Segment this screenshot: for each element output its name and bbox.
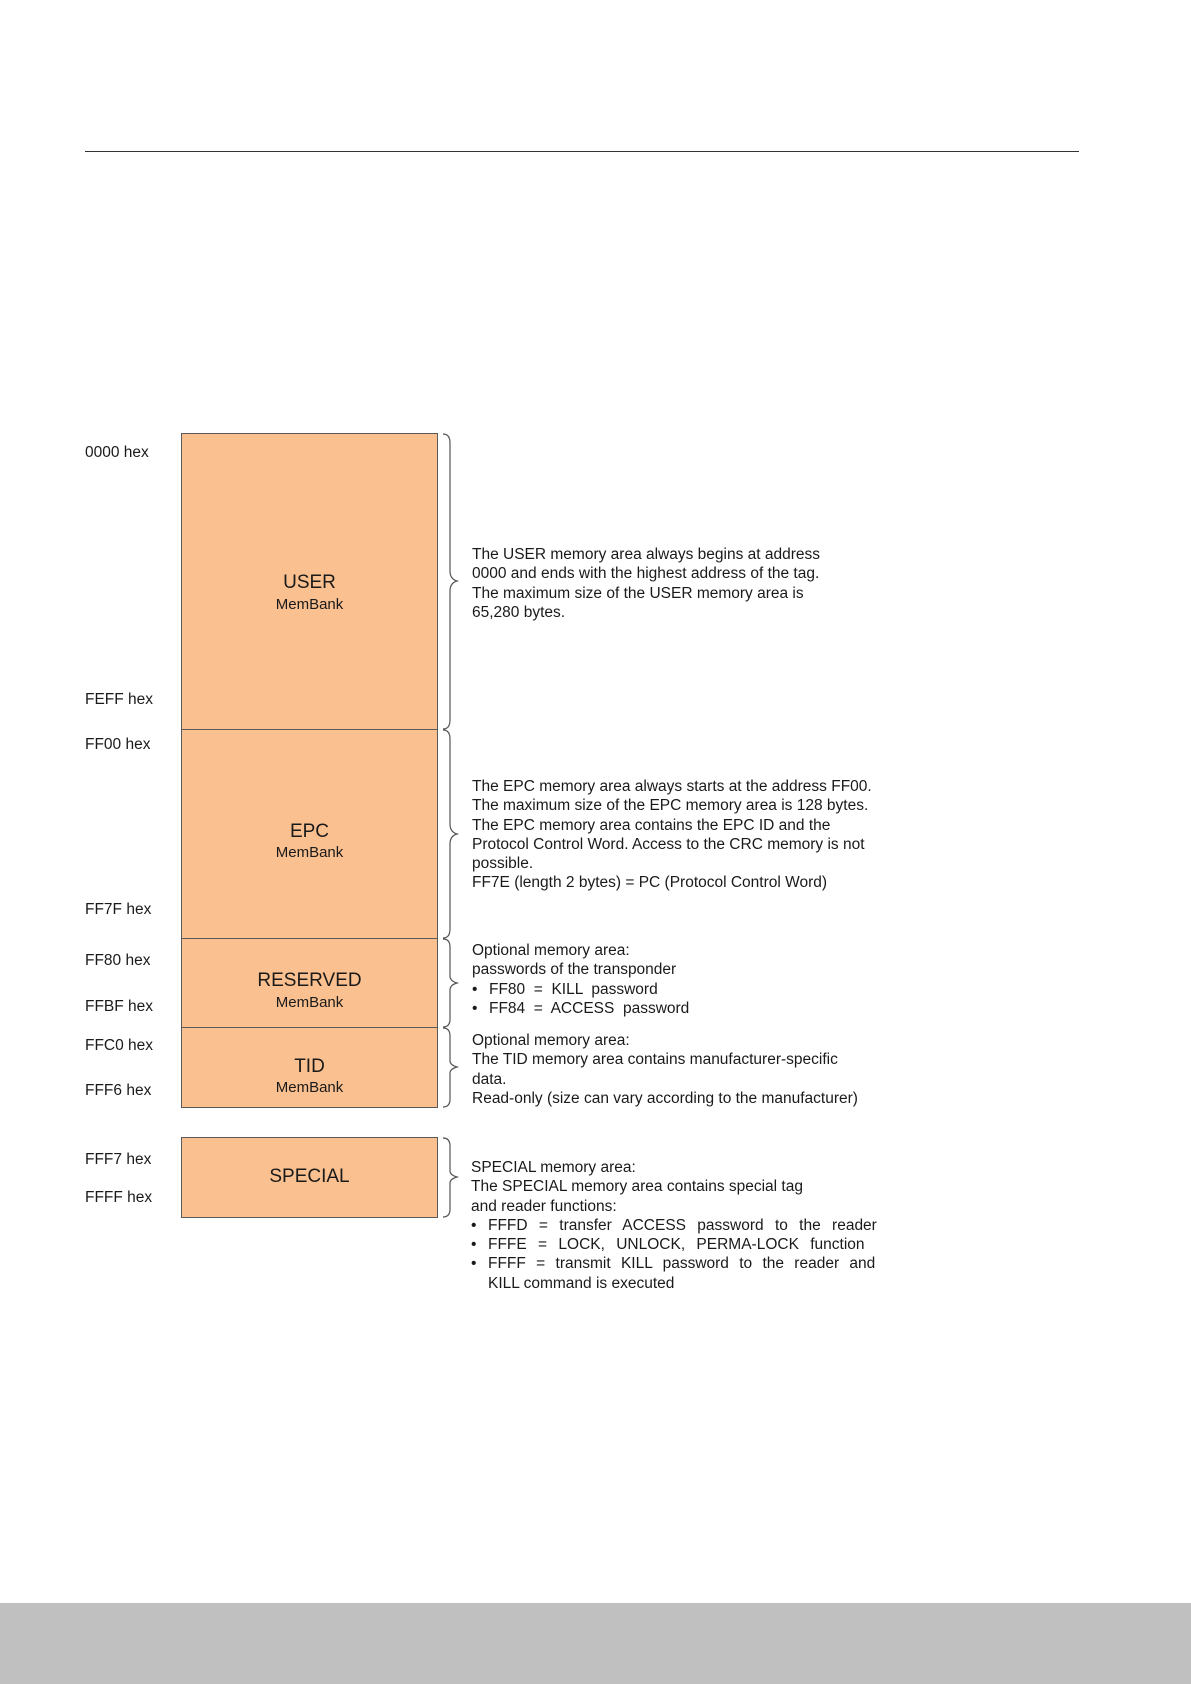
special-desc-line: SPECIAL memory area: [471,1159,636,1176]
tid-bank-sub: MemBank [275,1079,344,1096]
tid-desc-line: Optional memory area: [472,1032,630,1049]
epc-membank [181,729,438,939]
user-bank-sub: MemBank [275,596,344,613]
address-ff80: FF80 hex [85,952,151,969]
tid-description [472,1031,858,1108]
special-bank-name: SPECIAL [269,1166,350,1187]
special-bullet-text: FFFD = transfer ACCESS password to the reader [488,1216,877,1234]
epc-description [472,777,872,893]
tid-brace-icon [440,1027,464,1108]
address-ff7f: FF7F hex [85,901,152,918]
tid-desc-line: data. [472,1070,507,1088]
special-desc-line: The SPECIAL memory area contains special tag [471,1178,803,1196]
user-membank [181,433,438,730]
epc-desc-line: The maximum size of the EPC memory area is 128 bytes. [472,797,869,815]
special-bullet-item: • FFFD = transfer ACCESS password to the reader [471,1216,877,1234]
special-brace-icon [440,1137,464,1218]
special-bullet-item: • FFFE = LOCK, UNLOCK, PERMA-LOCK function [471,1236,865,1254]
reserved-bullet-item: • FF84 = ACCESS password [472,999,690,1017]
reserved-bullet-text: FF84 = ACCESS password [489,999,690,1017]
epc-desc-line: The EPC memory area contains the EPC ID and the [472,816,831,834]
reserved-bullet-item: • FF80 = KILL password [472,980,658,998]
reserved-bank-name: RESERVED [257,970,362,991]
address-ffbf: FFBF hex [85,998,154,1015]
user-description [472,545,820,622]
tid-desc-line: Read-only (size can vary according to the manufacturer) [472,1089,858,1107]
special-bullet-continuation: KILL command is executed [488,1274,675,1292]
address-fff7: FFF7 hex [85,1151,152,1168]
special-bullet-item: • FFFF = transmit KILL password to the reader and [471,1255,876,1273]
reserved-brace-icon [440,938,464,1028]
user-bank-name: USER [283,572,336,593]
reserved-membank [181,938,438,1028]
special-membank [181,1137,438,1218]
epc-brace-icon [440,729,464,939]
address-feff: FEFF hex [85,691,154,708]
reserved-desc-line: passwords of the transponder [472,961,677,979]
user-desc-line: 65,280 bytes. [472,603,566,621]
reserved-bullet-text: FF80 = KILL password [489,980,658,998]
tid-bank-name: TID [294,1056,325,1077]
tid-desc-line: The TID memory area contains manufacturer-specific [472,1051,838,1069]
epc-bank-sub: MemBank [275,844,344,861]
tid-membank [181,1027,438,1108]
special-bullet-text: FFFE = LOCK, UNLOCK, PERMA-LOCK function [488,1236,865,1254]
address-0000: 0000 hex [85,444,149,461]
epc-desc-line: possible. [472,855,534,873]
epc-bank-name: EPC [289,821,330,842]
user-desc-line: The maximum size of the USER memory area is [472,584,804,602]
address-fff6: FFF6 hex [85,1082,152,1099]
special-desc-line: and reader functions: [471,1197,617,1215]
address-ff00: FF00 hex [85,736,151,753]
reserved-bank-sub: MemBank [275,994,344,1011]
special-description [471,1158,877,1293]
address-ffff: FFFF hex [85,1189,153,1206]
address-ffc0: FFC0 hex [85,1037,154,1054]
epc-desc-line: Protocol Control Word. Access to the CRC memory is not [472,835,865,853]
epc-desc-line: FF7E (length 2 bytes) = PC (Protocol Control Word) [472,874,828,892]
header-rule [85,151,1079,152]
user-desc-line: The USER memory area always begins at address [472,546,821,563]
footer-band [0,1603,1191,1684]
reserved-description [472,941,689,1018]
epc-desc-line: The EPC memory area always starts at the address FF00. [472,778,872,795]
special-bullet-text: FFFF = transmit KILL password to the reader and [488,1255,876,1273]
user-brace-icon [440,433,464,730]
reserved-desc-line: Optional memory area: [472,942,630,959]
user-desc-line: 0000 and ends with the highest address of the tag. [472,565,820,583]
